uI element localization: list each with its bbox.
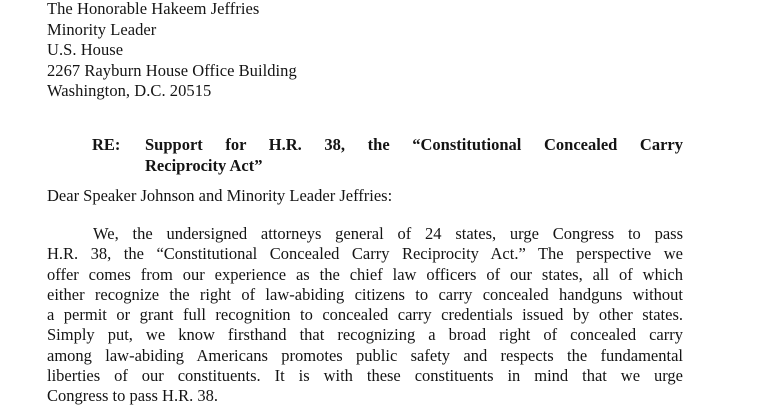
re-subject [145,134,683,176]
recipient-city: Washington, D.C. 20515 [47,81,212,100]
recipient-name: The Honorable Hakeem Jeffries [47,0,260,18]
re-subject-line-2: Reciprocity Act” [145,156,263,175]
body-line: either recognize the right of law-abiding citizens to carry concealed handguns without [47,284,683,304]
body-line: Simply put, we know firsthand that recognizing a broad right of concealed carry [47,325,683,345]
body-line: among law-abiding Americans promotes public safety and respects the fundamental [47,345,683,365]
body-line: H.R. 38, the “Constitutional Concealed Carry Reciprocity Act.” The perspective we [47,244,683,264]
body-line: offer comes from our experience as the chief law officers of our states, all of which [47,264,683,284]
body-paragraph [47,224,683,407]
recipient-chamber: U.S. House [47,40,124,59]
recipient-title: Minority Leader [47,19,157,39]
body-line: a permit or grant full recognition to concealed carry credentials issued by other states. [47,305,683,325]
salutation: Dear Speaker Johnson and Minority Leader Jeffries: [47,186,393,205]
body-line: liberties of our constituents. It is with these constituents in mind that we urge [47,366,683,386]
re-subject-line-1: Support for H.R. 38, the “Constitutional Concealed Carry [145,135,683,154]
body-line: Congress to pass H.R. 38. [47,386,218,406]
body-line: We, the undersigned attorneys general of 24 states, urge Congress to pass [93,224,683,243]
recipient-address-block [47,0,297,102]
re-label: RE: [92,135,121,154]
recipient-street: 2267 Rayburn House Office Building [47,60,297,80]
